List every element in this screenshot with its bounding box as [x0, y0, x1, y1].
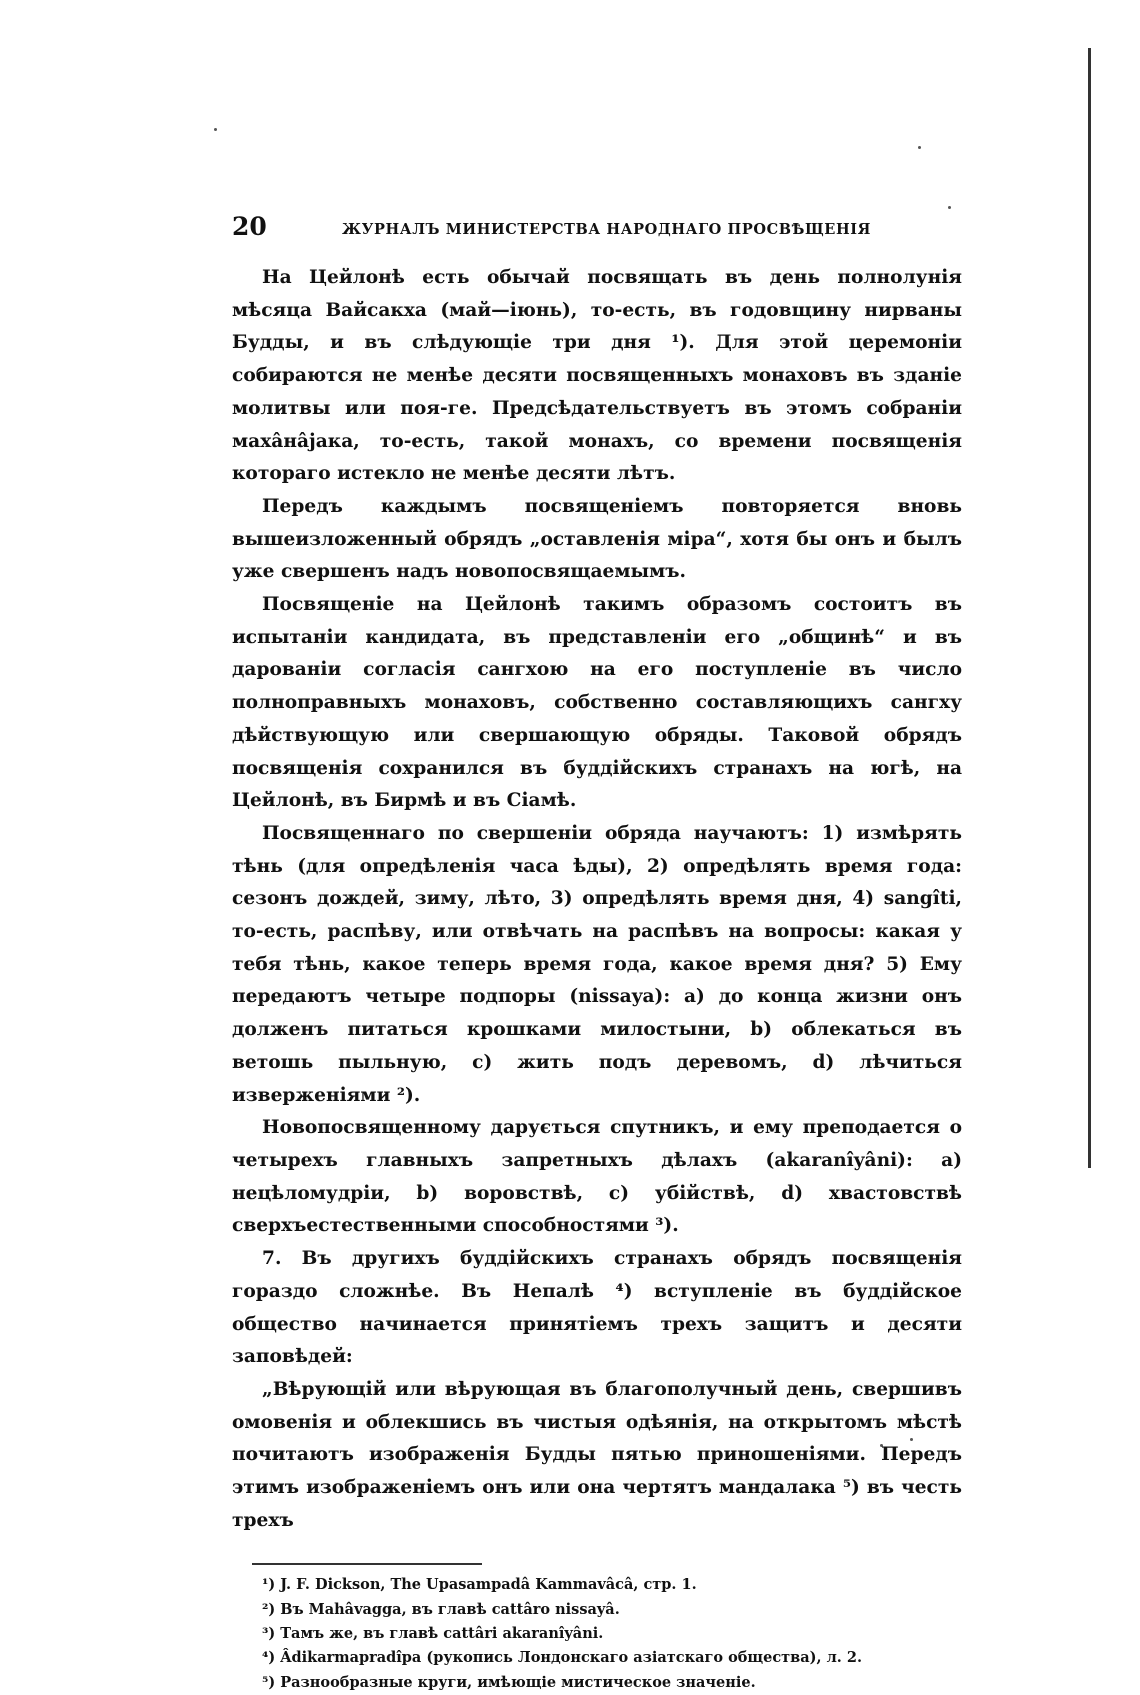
paragraph: Посвященнаго по свершеніи обряда научаютъ: 1) измѣрять тѣнь (для опредѣленія часа ѣды), 2) опредѣлять время года: сезонъ дождей, зиму, лѣто, 3) опредѣлять время дня, 4) sangîti, то-есть, распѣву, или отвѣчать на распѣвъ на вопросы: какая у тебя тѣнь, какое теперь время года, какое время дня? 5) Ему передаютъ четыре подпоры (nissaya): a) до конца жизни онъ долженъ питаться крошками милостыни, b) облекаться въ ветошь пыльную, c) жить подъ деревомъ, d) лѣчиться изверженіями ²). [232, 822, 962, 1106]
paragraph: Посвященіе на Цейлонѣ такимъ образомъ состоитъ въ испытаніи кандидата, въ представленіи его „общинѣ“ и въ дарованіи согласія сангхою на его поступленіе въ число полноправныхъ монаховъ, собственно составляющихъ сангху дѣйствующую или свершающую обряды. Таковой обрядъ посвященія сохранился въ буддійскихъ странахъ на югѣ, на Цейлонѣ, въ Бирмѣ и въ Сіамѣ. [232, 594, 962, 812]
document-page [232, 212, 962, 1695]
footnotes [262, 1573, 962, 1694]
footnote-separator [252, 1563, 482, 1565]
footnote: ²) Въ Mahâvagga, въ главѣ cattâro nissayâ. [262, 1600, 620, 1618]
footnote: ¹) J. F. Dickson, The Upasampadâ Kammavâcâ, стр. 1. [262, 1576, 697, 1594]
paragraph: На Цейлонѣ есть обычай посвящать въ день полнолунія мѣсяца Вайсакха (май—іюнь), то-есть, въ годовщину нирваны Будды, и въ слѣдующіе три дня ¹). Для этой церемоніи собираются не менѣе десяти посвященныхъ монаховъ въ зданіе молитвы или поя-ге. Предсѣдательствуетъ въ этомъ собраніи махâнâjака, то-есть, такой монахъ, со времени посвященія котораго истекло не менѣе десяти лѣтъ. [232, 267, 962, 485]
running-title: ЖУРНАЛЪ МИНИСТЕРСТВА НАРОДНАГО ПРОСВѢЩЕНІЯ [342, 221, 872, 238]
paragraph: Новопосвященному дарується спутникъ, и ему преподается о четырехъ главныхъ запретныхъ дѣлахъ (akaranîyâni): a) нецѣломудріи, b) воровствѣ, c) убійствѣ, d) хвастовствѣ сверхъестественными способностями ³). [232, 1117, 962, 1237]
page-edge-rule [1088, 48, 1091, 1168]
footnote: ³) Тамъ же, въ главѣ cattâri akaranîyâni. [262, 1625, 604, 1643]
paragraph: 7. Въ другихъ буддійскихъ странахъ обрядъ посвященія гораздо сложнѣе. Въ Непалѣ ⁴) вступленіе въ буддійское общество начинается принятіемъ трехъ защитъ и десяти заповѣдей: [232, 1248, 962, 1368]
page-number: 20 [232, 212, 267, 241]
footnote: ⁵) Разнообразные круги, имѣющіе мистическое значеніе. [262, 1673, 756, 1691]
main-text [232, 262, 962, 1537]
page-header [232, 212, 962, 252]
scan-speck [948, 206, 951, 209]
scan-speck [918, 146, 921, 149]
scan-speck [214, 128, 217, 131]
paragraph: Передъ каждымъ посвященіемъ повторяется вновь вышеизложенный обрядъ „оставленія міра“, хотя бы онъ и былъ уже свершенъ надъ новопосвящаемымъ. [232, 495, 962, 583]
footnote: ⁴) Âdikarmapradîpa (рукопись Лондонскаго азіатскаго общества), л. 2. [262, 1649, 863, 1667]
paragraph: „Вѣрующій или вѣрующая въ благополучный день, свершивъ омовенія и облекшись въ чистыя одѣянія, на открытомъ мѣстѣ почитаютъ изображенія Будды пятью приношеніями. Передъ этимъ изображеніемъ онъ или она чертятъ мандалака ⁵) въ честь трехъ [232, 1378, 962, 1531]
